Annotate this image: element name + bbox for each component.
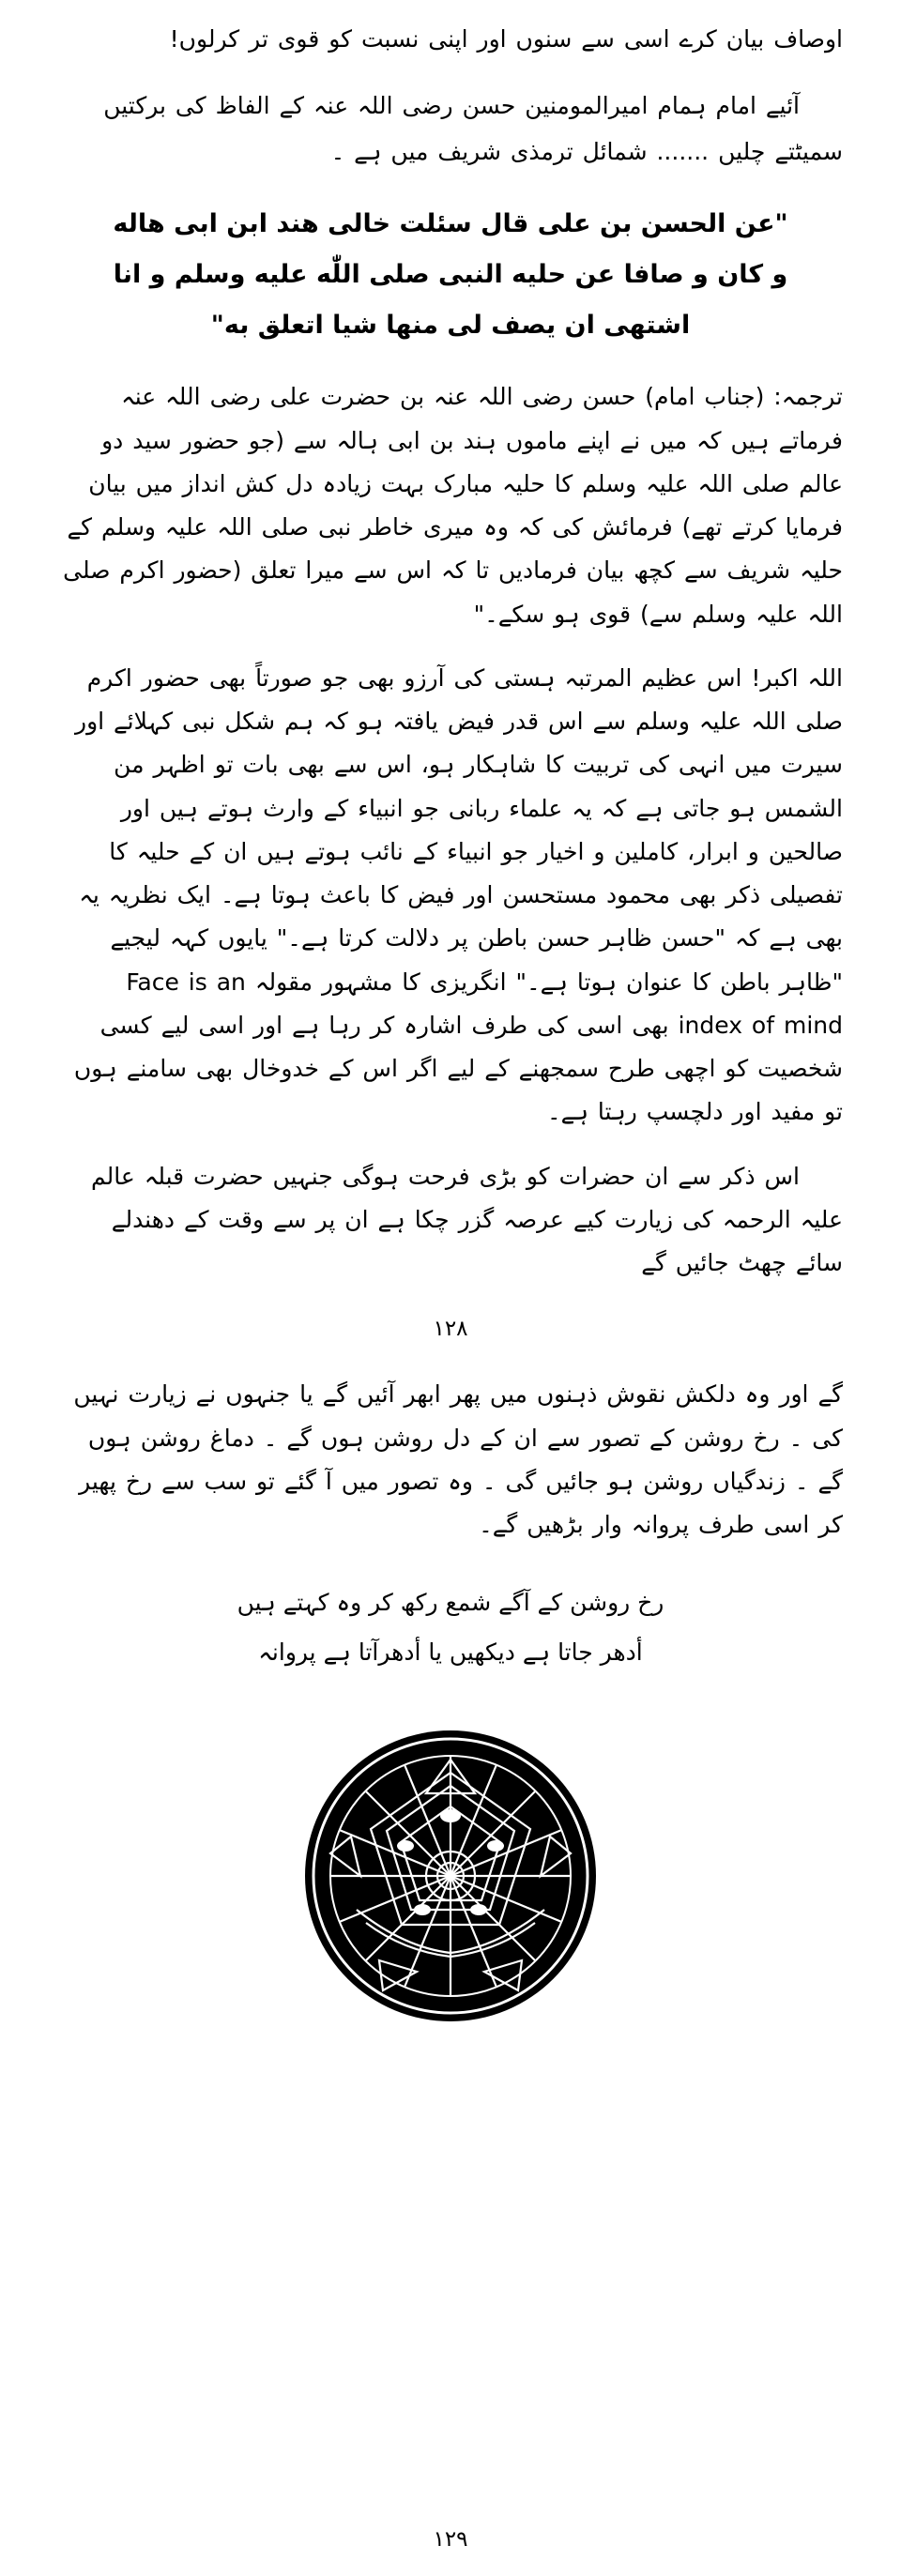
islamic-rosette-icon (300, 1726, 601, 2026)
paragraph-closing: اس ذکر سے ان حضرات کو بڑی فرحت ہوگی جنہیں حضرت قبلہ عالم علیہ الرحمہ کی زیارت کیے عرصہ گزر چکا ہے ان پر سے وقت کے دھندلے سائے چھٹ جائیں گے (90, 1162, 843, 1276)
arabic-quote-line-2: و کان و صافا عن حلیه النبی صلی اللّٰه علیه وسلم و انا (113, 260, 788, 290)
page-number-bottom: ۱۲۹ (433, 2527, 468, 2552)
couplet-line-1: رخ روشن کے آگے شمع رکھ کر وہ کہتے ہیں (237, 1589, 664, 1617)
paragraph-continuation: گے اور وہ دلکش نقوش ذہنوں میں پھر ابھر آئیں گے یا جنہوں نے زیارت نہیں کی ۔ رخ روشن کے تصور سے ان کے دل روشن ہوں گے ۔ دماغ روشن ہوں گے ۔ زندگیاں روشن ہو جائیں گی ۔ وہ تصور میں آ گئے تو سب سے رخ پھیر کر اسی طرف پروانہ وار بڑھیں گے۔ (73, 1380, 843, 1538)
arabic-hadith-quote (90, 199, 811, 351)
urdu-couplet (58, 1578, 843, 1677)
paragraph-intro: آئیے امام ہمام امیرالمومنین حسن رضی اللہ عنہ کے الفاظ کی برکتیں سمیٹتے چلیں ....... شمائل ترمذی شریف میں ہے ۔ (103, 91, 843, 165)
paragraph-commentary: اللہ اکبر! اس عظیم المرتبہ ہستی کی آرزو بھی جو صورتاً بھی حضور اکرم صلی اللہ علیہ وسلم سے اس قدر فیض یافتہ ہو کہ ہم شکل نبی کہلائے اور سیرت میں انہی کی تربیت کا شاہکار ہو، اس سے بھی بات تو اظہر من الشمس ہو جاتی ہے کہ یہ علماء ربانی جو انبیاء کے وارث ہوتے ہیں اور صالحین و ابرار، کاملین و اخیار جو انبیاء کے نائب ہوتے ہیں ان کے حلیہ کا تفصیلی ذکر بھی محمود مستحسن اور فیض کا باعث ہوتا ہے۔ ایک نظریہ یہ بھی ہے کہ "حسن ظاہر حسن باطن پر دلالت کرتا ہے۔" یایوں کہہ لیجیے "ظاہر باطن کا عنوان ہوتا ہے۔" انگریزی کا مشہور مقولہ Face is an index of mind بھی اسی کی طرف اشارہ کر رہا ہے اور اسی لیے کسی شخصیت کو اچھی طرح سمجھنے کے لیے اگر اس کے خدوخال بھی سامنے ہوں تو مفید اور دلچسپ رہتا ہے۔ (73, 663, 843, 1126)
paragraph-translation: ترجمہ: (جناب امام) حسن رضی اللہ عنہ بن حضرت علی رضی اللہ عنہ فرماتے ہیں کہ میں نے اپنے ماموں ہند بن ابی ہالہ سے (جو حضور سید دو عالم صلی اللہ علیہ وسلم کا حلیہ مبارک بہت زیادہ دل کش انداز میں بیان فرمایا کرتے تھے) فرمائش کی کہ وہ میری خاطر نبی صلی اللہ علیہ وسلم کے حلیہ شریف سے کچھ بیان فرمادیں تا کہ اس سے میرا تعلق (حضور اکرم صلی اللہ علیہ وسلم سے) قوی ہو سکے۔" (63, 383, 843, 628)
paragraph-opening: اوصاف بیان کرے اسی سے سنوں اور اپنی نسبت کو قوی تر کرلوں! (169, 25, 843, 53)
arabic-quote-line-1: "عن الحسن بن علی قال سئلت خالی هند ابن ابی هاله (113, 209, 788, 239)
page-number-top: ۱۲۸ (433, 1317, 468, 1342)
ornament-container (58, 1726, 843, 2026)
couplet-line-2: أدھر جاتا ہے دیکھیں یا أدھرآتا ہے پروانہ (258, 1638, 643, 1666)
arabic-quote-line-3: اشتهی ان یصف لی منها شیا اتعلق به" (210, 311, 691, 341)
